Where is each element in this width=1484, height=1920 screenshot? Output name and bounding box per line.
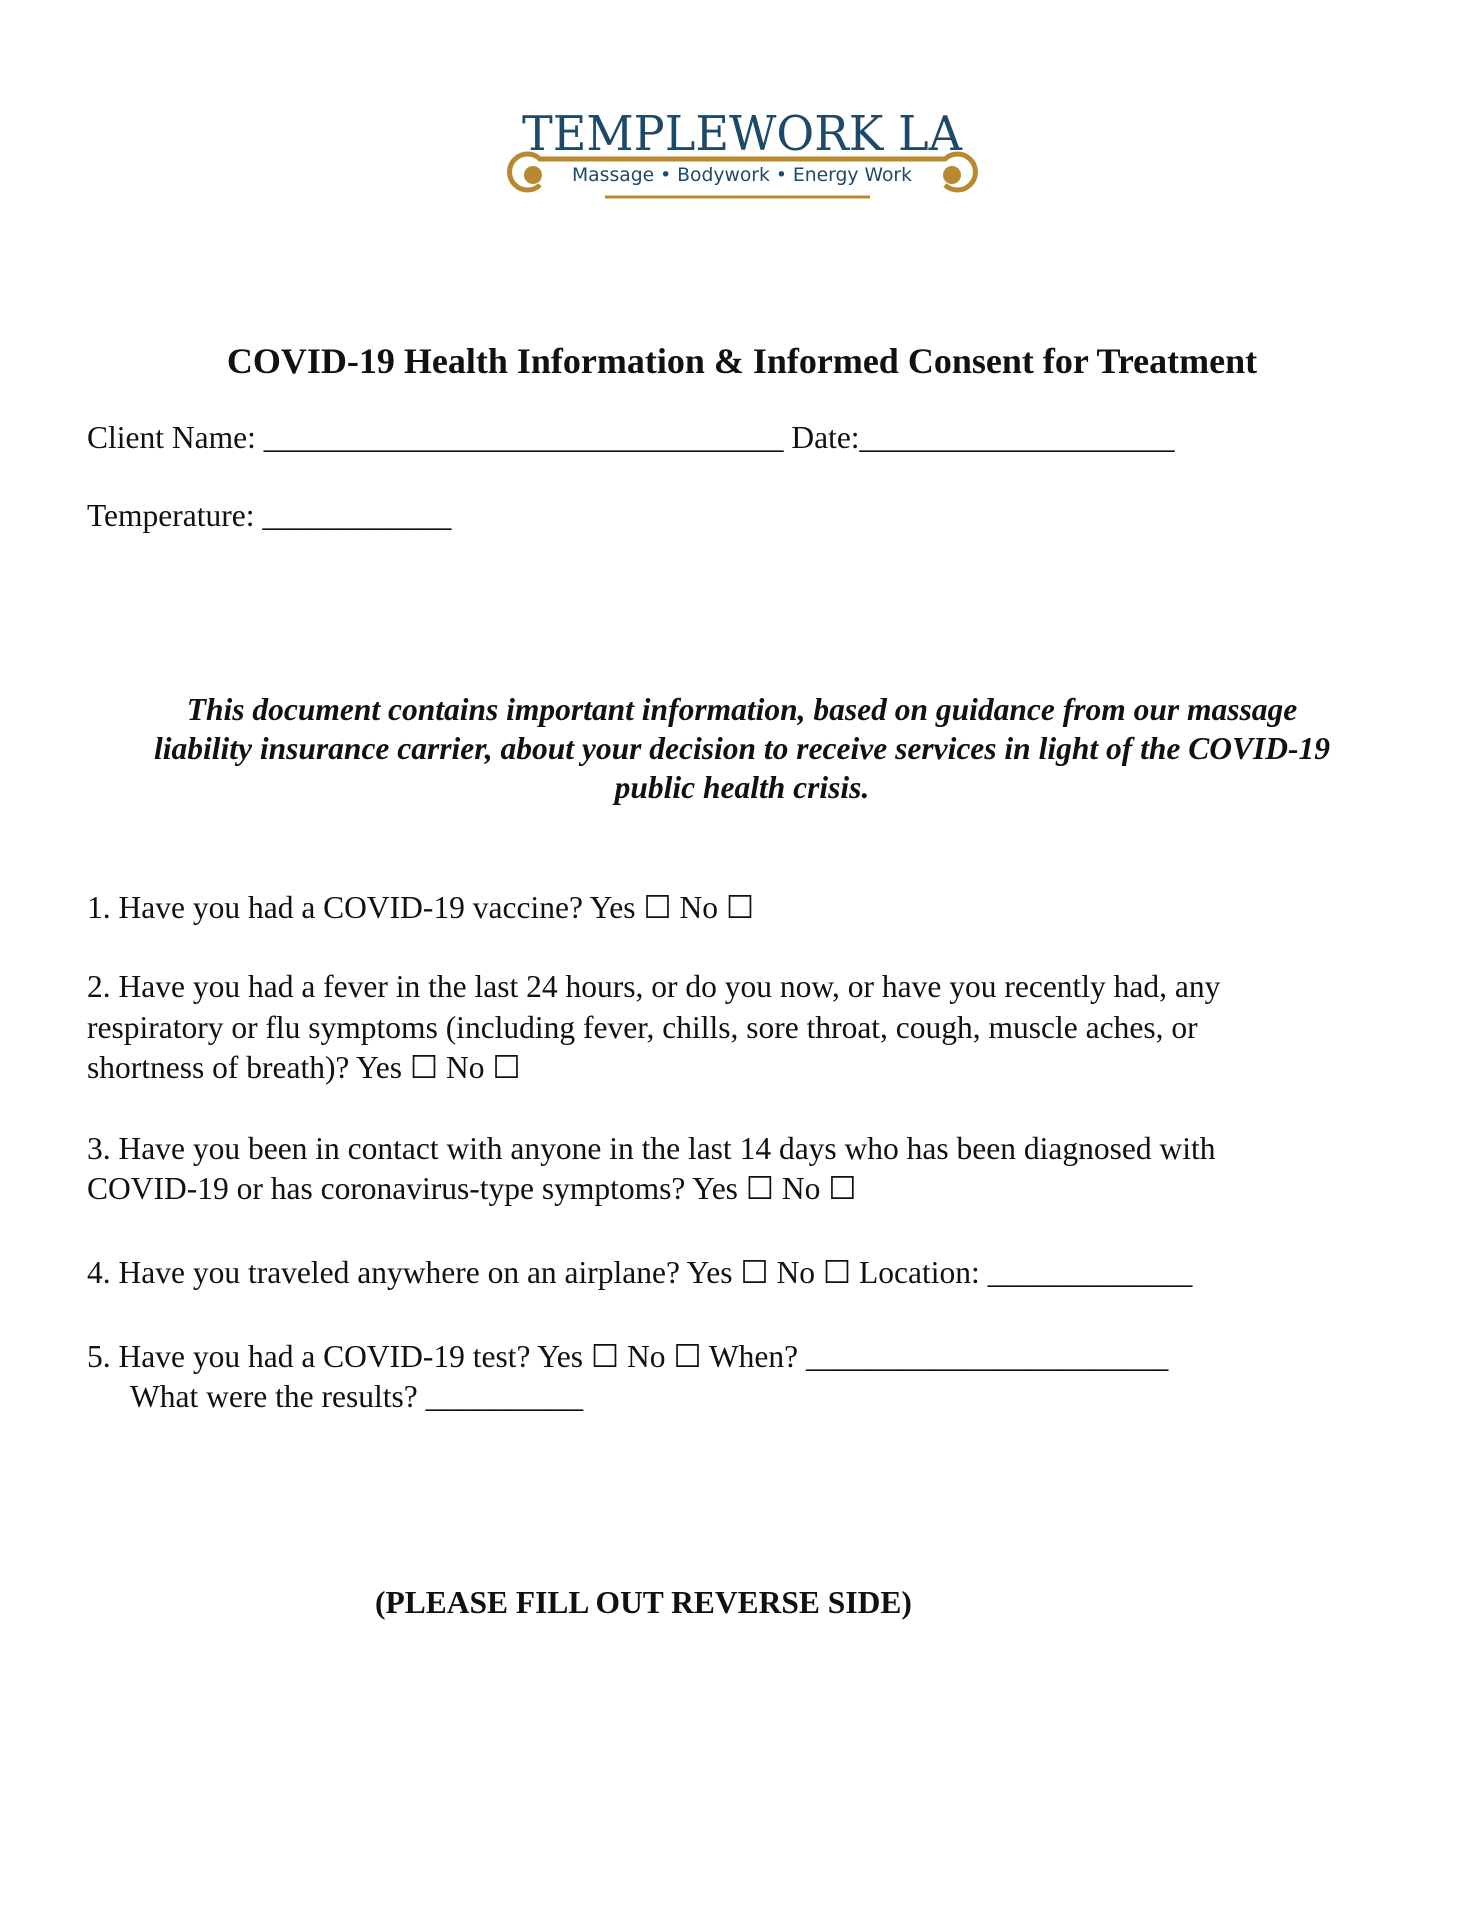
question-4[interactable]: 4. Have you traveled anywhere on an airplane? Yes ☐ No ☐ Location: _____________ <box>87 1255 1193 1290</box>
question-3-line-2[interactable]: COVID-19 or has coronavirus-type symptoms? Yes ☐ No ☐ <box>87 1171 857 1206</box>
svg-text:Massage • Bodywork • Energy Wo: Massage • Bodywork • Energy Work <box>572 164 912 186</box>
page-title: COVID-19 Health Information & Informed Consent for Treatment <box>226 341 1258 381</box>
svg-text:TEMPLEWORK LA: TEMPLEWORK LA <box>522 106 964 162</box>
question-3-line-1: 3. Have you been in contact with anyone in the last 14 days who has been diagnosed with <box>87 1131 1216 1166</box>
question-1[interactable]: 1. Have you had a COVID-19 vaccine? Yes ☐ No ☐ <box>87 890 755 925</box>
temperature-field[interactable]: Temperature: ____________ <box>87 498 452 533</box>
question-5-line-2[interactable]: What were the results? __________ <box>130 1379 584 1414</box>
question-5-line-1[interactable]: 5. Have you had a COVID-19 test? Yes ☐ No ☐ When? _______________________ <box>87 1339 1169 1374</box>
notice-line-2: liability insurance carrier, about your decision to receive services in light of the COVID-19 <box>154 731 1330 766</box>
question-2-line-3[interactable]: shortness of breath)? Yes ☐ No ☐ <box>87 1050 521 1085</box>
templework-logo <box>505 95 980 220</box>
notice-line-1: This document contains important information, based on guidance from our massage <box>186 692 1298 727</box>
question-2-line-2: respiratory or flu symptoms (including fever, chills, sore throat, cough, muscle aches, or <box>87 1010 1198 1045</box>
reverse-side-notice: (PLEASE FILL OUT REVERSE SIDE) <box>375 1585 912 1620</box>
client-name-date-field[interactable]: Client Name: _________________________________ Date:____________________ <box>87 420 1175 455</box>
question-2-line-1: 2. Have you had a fever in the last 24 hours, or do you now, or have you recently had, any <box>87 969 1221 1004</box>
notice-line-3: public health crisis. <box>614 770 870 805</box>
